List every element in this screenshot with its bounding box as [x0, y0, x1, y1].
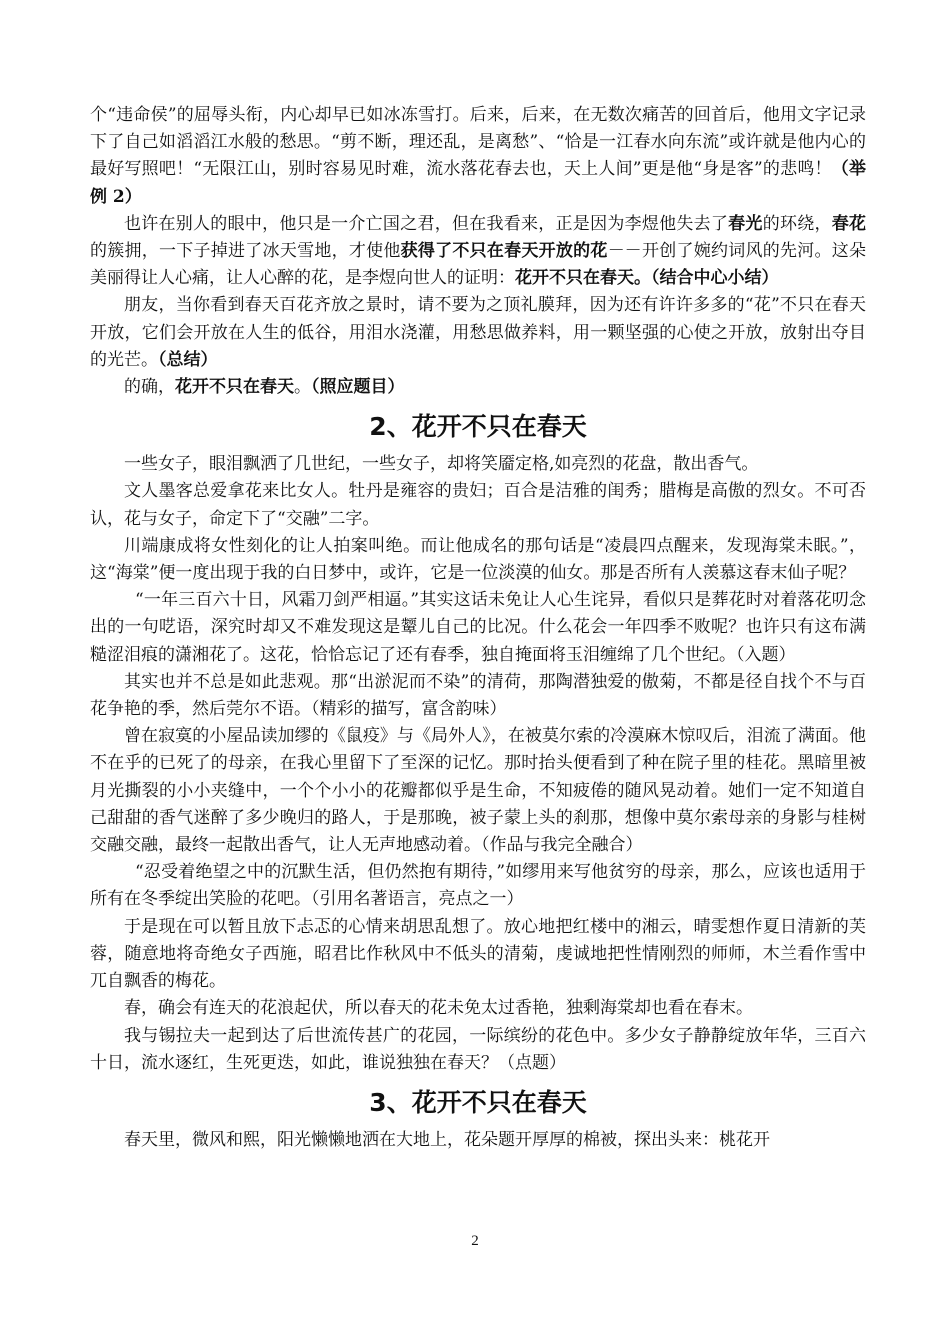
paragraph-li-yu-summary — [90, 211, 866, 293]
emphasis-text: 花开不只在春天 — [175, 377, 294, 398]
body-text: 。 — [294, 377, 311, 398]
emphasis-text: 春光 — [728, 213, 763, 234]
essay-2-paragraph: 文人墨客总爱拿花来比女人。牡丹是雍容的贵妇；百合是洁雅的闺秀；腊梅是高傲的烈女。不可否认，花与女子，命定下了“交融”二字。 — [90, 481, 866, 529]
body-text: 的簇拥，一下子掉进了冰天雪地，才使他 — [90, 241, 401, 262]
essay-2-paragraph: 我与锡拉夫一起到达了后世流传甚广的花园，一际缤纷的花色中。多少女子静静绽放年华，三百六十日，流水逐红，生死更迭，如此，谁说独独在春天？（点题） — [90, 1025, 866, 1073]
essay-2-body — [90, 451, 866, 1077]
essay-2-paragraph: 川端康成将女性刻化的让人拍案叫绝。而让他成名的那句话是“凌晨四点醒来，发现海棠未眠。”，这“海棠”便一度出现于我的白日梦中，或许，它是一位淡漠的仙女。那是否所有人羡慕这春末仙子呢？ — [90, 535, 866, 584]
body-text: 的确， — [124, 377, 175, 398]
body-text: 的环绕， — [762, 213, 832, 234]
emphasis-text: 春花 — [831, 213, 867, 234]
essay-2-paragraph: 其实也并不总是如此悲观。那“出淤泥而不染”的清荷，那陶潜独爱的傲菊，不都是径自找个不与百花争艳的季，然后莞尔不语。（精彩的描写，富含韵味） — [90, 671, 866, 720]
essay-2-paragraph: 一些女子，眼泪飘洒了几世纪，一些女子，却将笑靥定格,如亮烈的花盘，散出香气。 — [124, 454, 759, 475]
essay-2-paragraph: 于是现在可以暂且放下忐忑的心情来胡思乱想了。放心地把红楼中的湘云，晴雯想作夏日清新的芙蓉，随意地将奇绝女子西施，昭君比作秋风中不低头的清菊，虔诚地把性情刚烈的师师，木兰看作雪中兀自飘香的梅花。 — [90, 916, 866, 992]
paragraph-echo-title — [90, 374, 866, 401]
emphasis-text: 获得了不只在春天开放的花 — [400, 241, 608, 262]
emphasis-text: （举例 2） — [90, 159, 867, 207]
essay-3-first-paragraph: 春天里，微风和熙，阳光懒懒地洒在大地上，花朵题开厚厚的棉被，探出头来：桃花开 — [124, 1129, 770, 1150]
emphasis-text: 花开不只在春天。（结合中心小结） — [515, 268, 779, 289]
paragraph-li-yu-sorrow — [90, 102, 866, 211]
emphasis-text: （总结） — [158, 349, 218, 370]
body-text: 也许在别人的眼中，他只是一介亡国之君，但在我看来，正是因为李煜他失去了 — [124, 213, 729, 234]
essay-heading-2: 2、花开不只在春天 — [369, 412, 587, 442]
body-text: 个“违命侯”的屈辱头衔，内心却早已如冰冻雪打。后来，后来，在无数次痛苦的回首后，他用文字记录下了自己如滔滔江水般的愁思。“剪不断，理还乱，是离愁”、“恰是一江春水向东流”或许就是他内心的最好写照吧！“无限江山，别时容易见时难，流水落花春去也，天上人间”更是他“身是客”的悲鸣！ — [90, 105, 866, 180]
body-text: 朋友，当你看到春天百花齐放之景时，请不要为之顶礼膜拜，因为还有许许多多的“花”不只在春天开放，它们会开放在人生的低谷，用泪水浇灌，用愁思做养料，用一颗坚强的心使之开放，放射出夺目的光芒。 — [90, 295, 866, 370]
page-number: 2 — [471, 1233, 479, 1249]
essay-2-paragraph: 春，确会有连天的花浪起伏，所以春天的花未免太过香艳，独剩海棠却也看在春末。 — [124, 998, 753, 1019]
document-body — [90, 102, 866, 1154]
essay-2-paragraph: “一年三百六十日，风霜刀剑严相逼。”其实这话未免让人心生诧异，看似只是葬花时对着落花叨念出的一句呓语，深究时却又不难发现这是颦儿自己的比况。什么花会一年四季不败呢？也许只有这布满糙涩泪痕的潇湘花了。这花，恰恰忘记了还有春季，独自掩面将玉泪缠绵了几个世纪。（入题） — [90, 590, 866, 665]
paragraph-conclusion — [90, 292, 866, 374]
essay-heading-3: 3、花开不只在春天 — [369, 1087, 587, 1117]
emphasis-text: （照应题目） — [311, 377, 405, 398]
essay-2-paragraph: “忍受着绝望之中的沉默生活，但仍然抱有期待，”如缪用来写他贫穷的母亲，那么，应该也适用于所有在冬季绽出笑脸的花吧。（引用名著语言，亮点之一） — [90, 862, 866, 910]
body-text: －－开创了婉约词风的先河。这朵美丽得让人心痛，让人心醉的花，是李煜向世人的证明： — [90, 241, 867, 289]
essay-2-paragraph: 曾在寂寞的小屋品读加缪的《鼠疫》与《局外人》，在被莫尔索的冷漠麻木惊叹后，泪流了满面。他不在乎的已死了的母亲，在我心里留下了至深的记忆。那时抬头便看到了种在院子里的桂花。黑暗里被月光撕裂的小小夹缝中，一个个小小的花瓣都似乎是生命，不知疲倦的随风晃动着。她们一定不知道自己甜甜的香气迷醉了多少晚归的路人，于是那晚，被子蒙上头的刹那，想像中莫尔索母亲的身影与桂树交融交融，最终一起散出香气，让人无声地感动着。（作品与我完全融合） — [90, 726, 866, 856]
